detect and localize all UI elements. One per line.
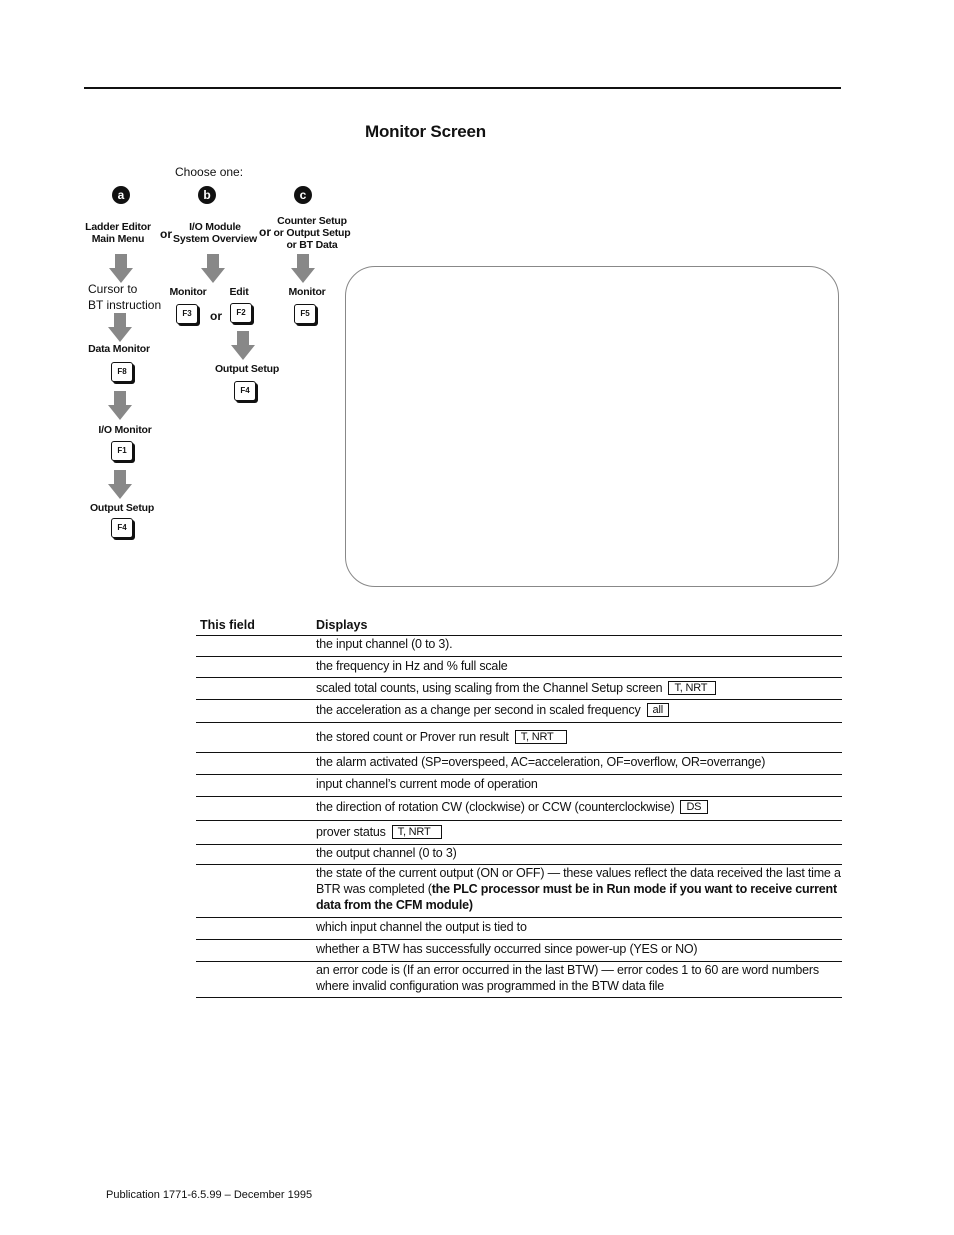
tag-badge: all — [647, 703, 669, 717]
io-monitor-label: I/O Monitor — [98, 424, 152, 436]
arrow-a1 — [109, 254, 133, 283]
table-header — [196, 617, 842, 636]
tag-badge: T, NRT — [515, 730, 567, 744]
table-row: prover status T, NRT — [196, 821, 842, 845]
or-label-1: or — [160, 227, 172, 241]
f8-key[interactable]: F8 — [111, 362, 133, 382]
table-row: the state of the current output (ON or OFF) — these values reflect the data received the last time a BTR was completed (the PLC processor must be in Run mode if you want to receive current data from the CFM module) — [196, 865, 842, 918]
choose-label: Choose one: — [175, 165, 244, 179]
f4-key-a[interactable]: F4 — [111, 518, 133, 538]
header-displays: Displays — [316, 618, 368, 632]
f5-key[interactable]: F5 — [294, 304, 316, 324]
table-row: scaled total counts, using scaling from the Channel Setup screen T, NRT — [196, 678, 842, 700]
f1-key[interactable]: F1 — [111, 441, 133, 461]
tag-badge: DS — [680, 800, 708, 814]
publication-footer: Publication 1771-6.5.99 – December 1995 — [106, 1189, 313, 1201]
f3-key[interactable]: F3 — [176, 304, 198, 324]
or-label-2: or — [259, 225, 271, 239]
data-monitor-label: Data Monitor — [88, 343, 150, 355]
option-b-badge: b — [198, 186, 216, 204]
table-row: an error code is (If an error occurred in the last BTW) — error codes 1 to 60 are word numbers where invalid configuration was programmed in the BTW data file — [196, 962, 842, 998]
option-c-badge: c — [294, 186, 312, 204]
option-a-badge: a — [112, 186, 130, 204]
table-row: which input channel the output is tied to — [196, 918, 842, 940]
option-c-label: Counter Setup or Output Setup or BT Data — [273, 215, 351, 251]
f4-key-b[interactable]: F4 — [234, 381, 256, 401]
output-setup-label-a: Output Setup — [89, 502, 155, 514]
header-field: This field — [200, 618, 255, 632]
tag-badge: T, NRT — [668, 681, 716, 695]
table-row: the alarm activated (SP=overspeed, AC=acceleration, OF=overflow, OR=overrange) — [196, 753, 842, 775]
table-row: the acceleration as a change per second in scaled frequency all — [196, 700, 842, 723]
arrow-b1 — [201, 254, 225, 283]
f2-key[interactable]: F2 — [230, 303, 252, 323]
table-row: the direction of rotation CW (clockwise) or CCW (counterclockwise) DS — [196, 797, 842, 821]
table-row: whether a BTW has successfully occurred since power-up (YES or NO) — [196, 940, 842, 962]
arrow-a2 — [108, 313, 132, 342]
or-label-3: or — [210, 309, 222, 323]
arrow-b2 — [231, 331, 255, 360]
monitor-label-b: Monitor — [169, 286, 207, 298]
page-title: Monitor Screen — [365, 122, 486, 141]
arrow-c1 — [291, 254, 315, 283]
output-setup-label-b: Output Setup — [214, 363, 280, 375]
monitor-screen-frame — [345, 266, 839, 587]
option-b-label: I/O Module System Overview — [173, 221, 257, 245]
table-row: the input channel (0 to 3). — [196, 636, 842, 657]
tag-badge: T, NRT — [392, 825, 442, 839]
option-a-label: Ladder Editor Main Menu — [85, 221, 151, 245]
arrow-a3 — [108, 391, 132, 420]
table-row: the frequency in Hz and % full scale — [196, 657, 842, 678]
edit-label: Edit — [229, 286, 249, 298]
table-row: the stored count or Prover run result T, NRT — [196, 723, 842, 753]
cursor-instruction: Cursor to BT instruction — [88, 282, 162, 312]
arrow-a4 — [108, 470, 132, 499]
table-row: the output channel (0 to 3) — [196, 845, 842, 865]
table-row: input channel’s current mode of operation — [196, 775, 842, 797]
field-table — [196, 617, 842, 998]
monitor-label-c: Monitor — [288, 286, 326, 298]
